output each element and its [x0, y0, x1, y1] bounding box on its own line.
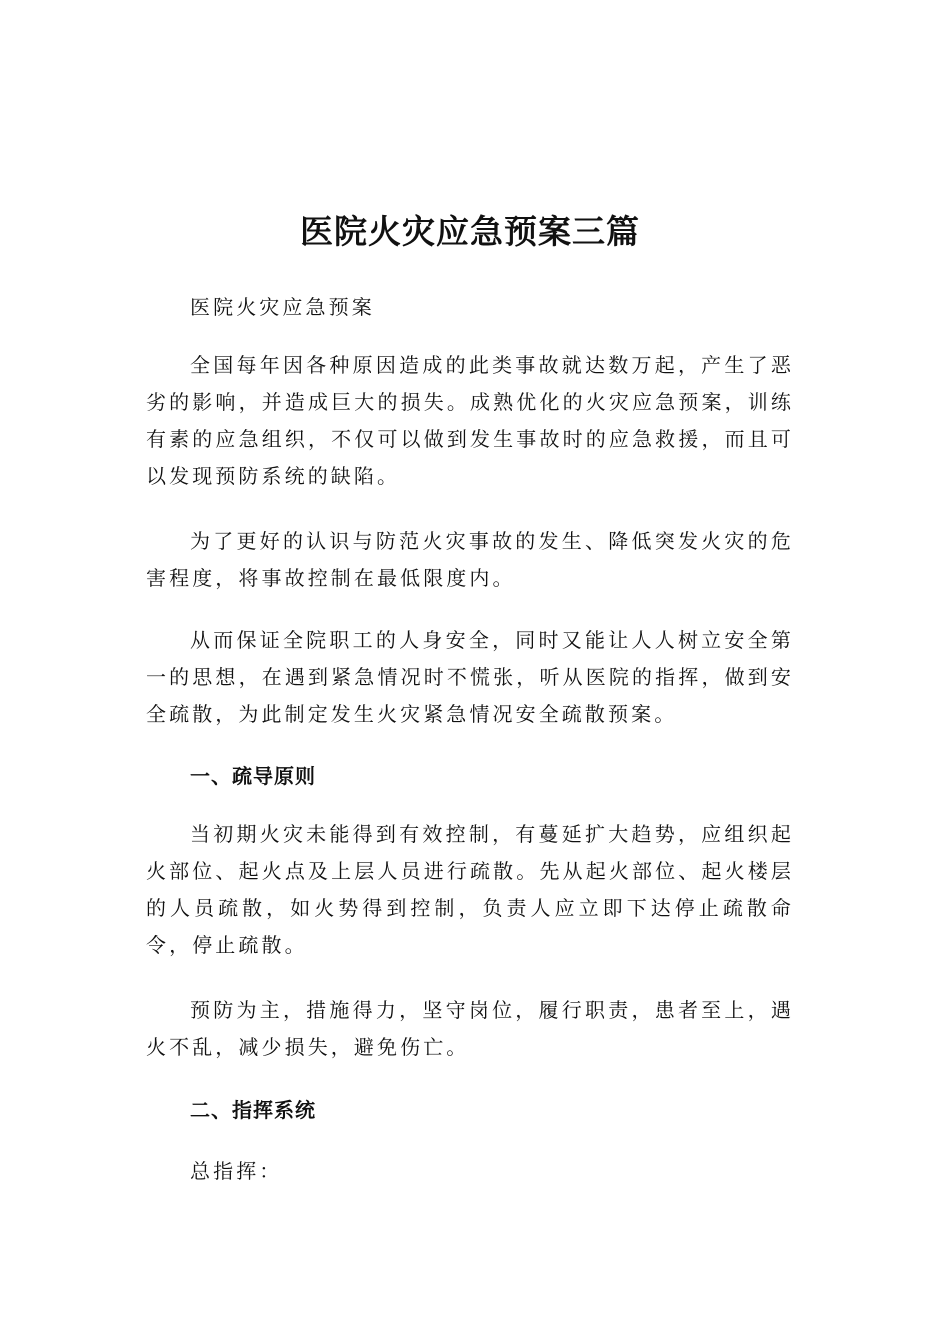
document-subtitle: 医院火灾应急预案: [190, 295, 375, 319]
section-heading-command-system: 二、指挥系统: [190, 1098, 316, 1122]
document-title: 医院火灾应急预案三篇: [300, 212, 640, 251]
paragraph-principles: 预防为主，措施得力，坚守岗位，履行职责，患者至上，遇火不乱，减少损失，避免伤亡。: [146, 998, 794, 1059]
paragraph-safety: 从而保证全院职工的人身安全，同时又能让人人树立安全第一的思想，在遇到紧急情况时不慌张，听从医院的指挥，做到安全疏散，为此制定发生火灾紧急情况安全疏散预案。: [146, 628, 794, 726]
paragraph-commander: 总指挥：: [190, 1159, 283, 1183]
paragraph-evacuation-procedure: 当初期火灾未能得到有效控制，有蔓延扩大趋势，应组织起火部位、起火点及上层人员进行疏散。先从起火部位、起火楼层的人员疏散，如火势得到控制，负责人应立即下达停止疏散命令，停止疏散。: [146, 822, 794, 957]
paragraph-intro: 全国每年因各种原因造成的此类事故就达数万起，产生了恶劣的影响，并造成巨大的损失。成熟优化的火灾应急预案，训练有素的应急组织，不仅可以做到发生事故时的应急救援，而且可以发现预防系统的缺陷。: [146, 353, 794, 488]
paragraph-purpose: 为了更好的认识与防范火灾事故的发生、降低突发火灾的危害程度，将事故控制在最低限度内。: [146, 529, 794, 590]
section-heading-evacuation-principles: 一、疏导原则: [190, 764, 316, 788]
